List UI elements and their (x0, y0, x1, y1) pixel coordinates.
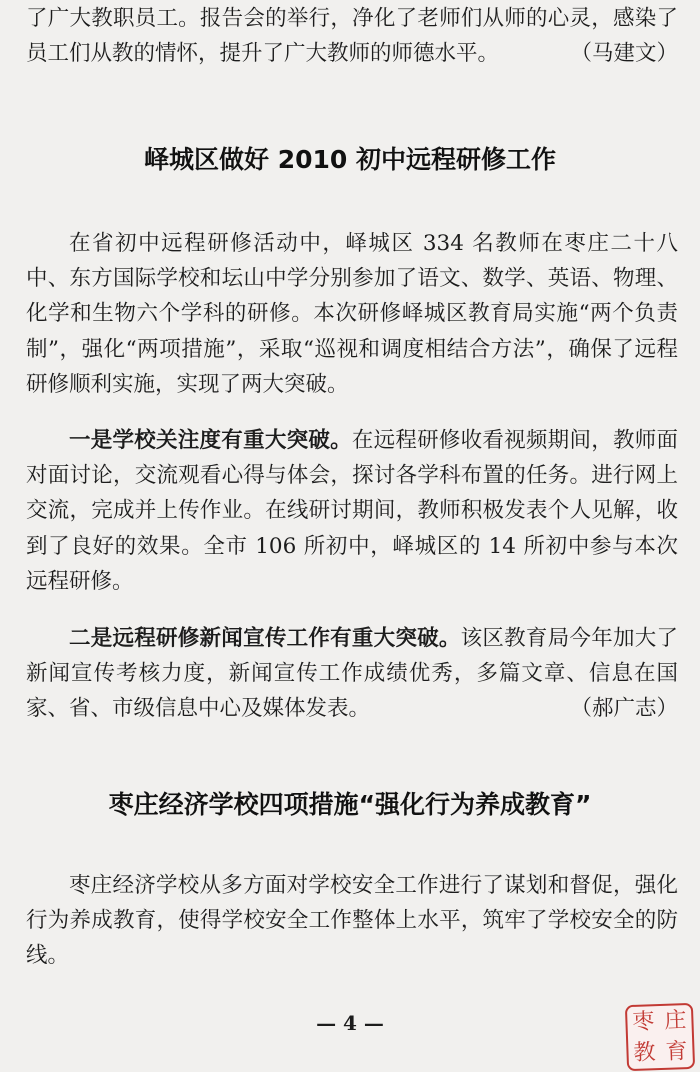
article1-point2-paragraph (26, 621, 678, 727)
article2-intro-paragraph: 枣庄经济学校从多方面对学校安全工作进行了谋划和督促，强化行为养成教育，使得学校安全工作整体上水平，筑牢了学校安全的防线。 (26, 873, 678, 969)
seal-char: 教 (633, 1039, 656, 1066)
point1-text: 在远程研修收看视频期间，教师面对面讨论，交流观看心得与体会，探讨各学科布置的任务。进行网上交流，完成并上传作业。在线研讨期间，教师积极发表个人见解，收到了良好的效果。全市 106 所初中，峄城区的 14 所初中参与本次远程研修。 (26, 428, 678, 594)
author-hao-guangzhi: （郝广志） (570, 696, 678, 722)
seal-char: 枣 (632, 1008, 655, 1035)
point2-lead: 二是远程研修新闻宣传工作有重大突破。 (69, 626, 461, 651)
seal-char: 育 (665, 1038, 688, 1065)
seal-stamp-icon (625, 1003, 695, 1071)
continuation-paragraph (26, 1, 678, 71)
point1-lead: 一是学校关注度有重大突破。 (69, 428, 352, 453)
article-title-yicheng: 峄城区做好 2010 初中远程研修工作 (144, 145, 556, 174)
seal-char: 庄 (663, 1007, 687, 1034)
article-title-zaozhuang: 枣庄经济学校四项措施“强化行为养成教育” (108, 790, 592, 819)
article1-point1-paragraph (26, 423, 678, 599)
point2-text: 该区教育局今年加大了新闻宣传考核力度，新闻宣传工作成绩优秀，多篇文章、信息在国家、省、市级信息中心及媒体发表。 (26, 626, 678, 722)
page-number: — 4 — (316, 1011, 384, 1035)
article1-intro-paragraph: 在省初中远程研修活动中，峄城区 334 名教师在枣庄二十八中、东方国际学校和坛山中学分别参加了语文、数学、英语、物理、化学和生物六个学科的研修。本次研修峄城区教育局实施“两个负责制”，强化“两项措施”，采取“巡视和调度相结合方法”，确保了远程研修顺利实施，实现了两大突破。 (26, 231, 678, 397)
continuation-text: 了广大教职员工。报告会的举行，净化了老师们从师的心灵，感染了员工们从教的情怀，提升了广大教师的师德水平。 (26, 6, 678, 67)
author-ma-jianwen: （马建文） (570, 41, 678, 67)
